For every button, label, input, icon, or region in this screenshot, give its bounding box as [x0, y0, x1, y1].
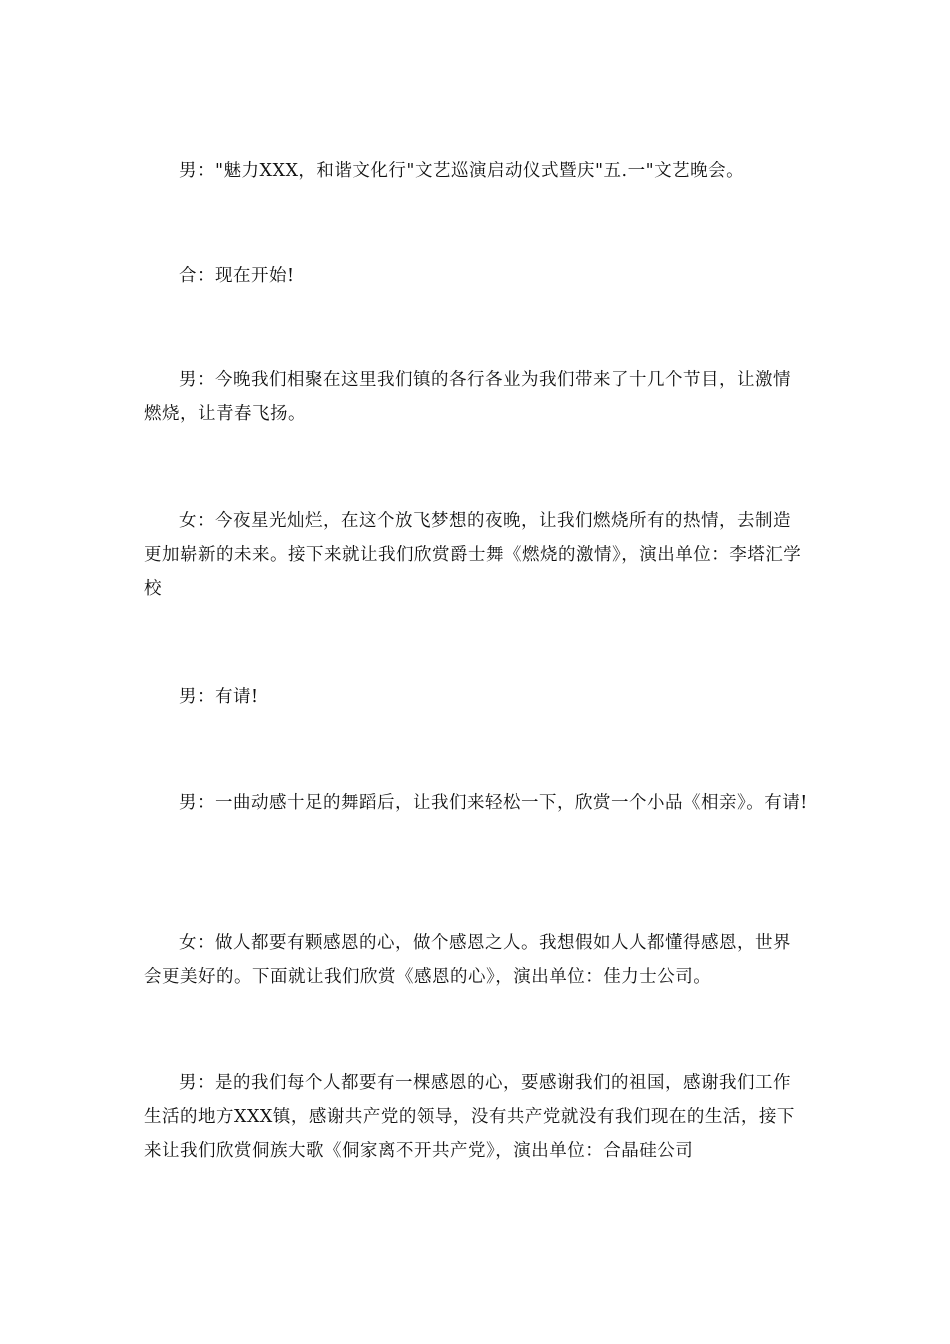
- paragraph-start: 合：现在开始!: [179, 266, 295, 286]
- paragraph-invite: 男：有请!: [179, 687, 259, 707]
- paragraph-jazz-dance: 女：今夜星光灿烂，在这个放飞梦想的夜晚，让我们燃烧所有的热情，去制造更加崭新的未来。接下来就让我们欣赏爵士舞《燃烧的激情》，演出单位：李塔汇学校: [144, 511, 802, 599]
- paragraph-grateful-heart: 女：做人都要有颗感恩的心，做个感恩之人。我想假如人人都懂得感恩，世界会更美好的。下面就让我们欣赏《感恩的心》，演出单位：佳力士公司。: [144, 933, 791, 987]
- paragraph-dong-song: 男：是的我们每个人都要有一棵感恩的心，要感谢我们的祖国，感谢我们工作生活的地方XXX镇，感谢共产党的领导，没有共产党就没有我们现在的生活，接下来让我们欣赏侗族大歌《侗家离不开共产党》，演出单位：合晶硅公司: [144, 1073, 795, 1161]
- paragraph-sketch: 男：一曲动感十足的舞蹈后，让我们来轻松一下，欣赏一个小品《相亲》。有请!: [179, 793, 808, 813]
- paragraph-opening-title: 男："魅力XXX，和谐文化行"文艺巡演启动仪式暨庆"五.一"文艺晚会。: [179, 161, 745, 181]
- paragraph-intro: 男：今晚我们相聚在这里我们镇的各行各业为我们带来了十几个节目，让激情燃烧，让青春飞扬。: [144, 370, 791, 424]
